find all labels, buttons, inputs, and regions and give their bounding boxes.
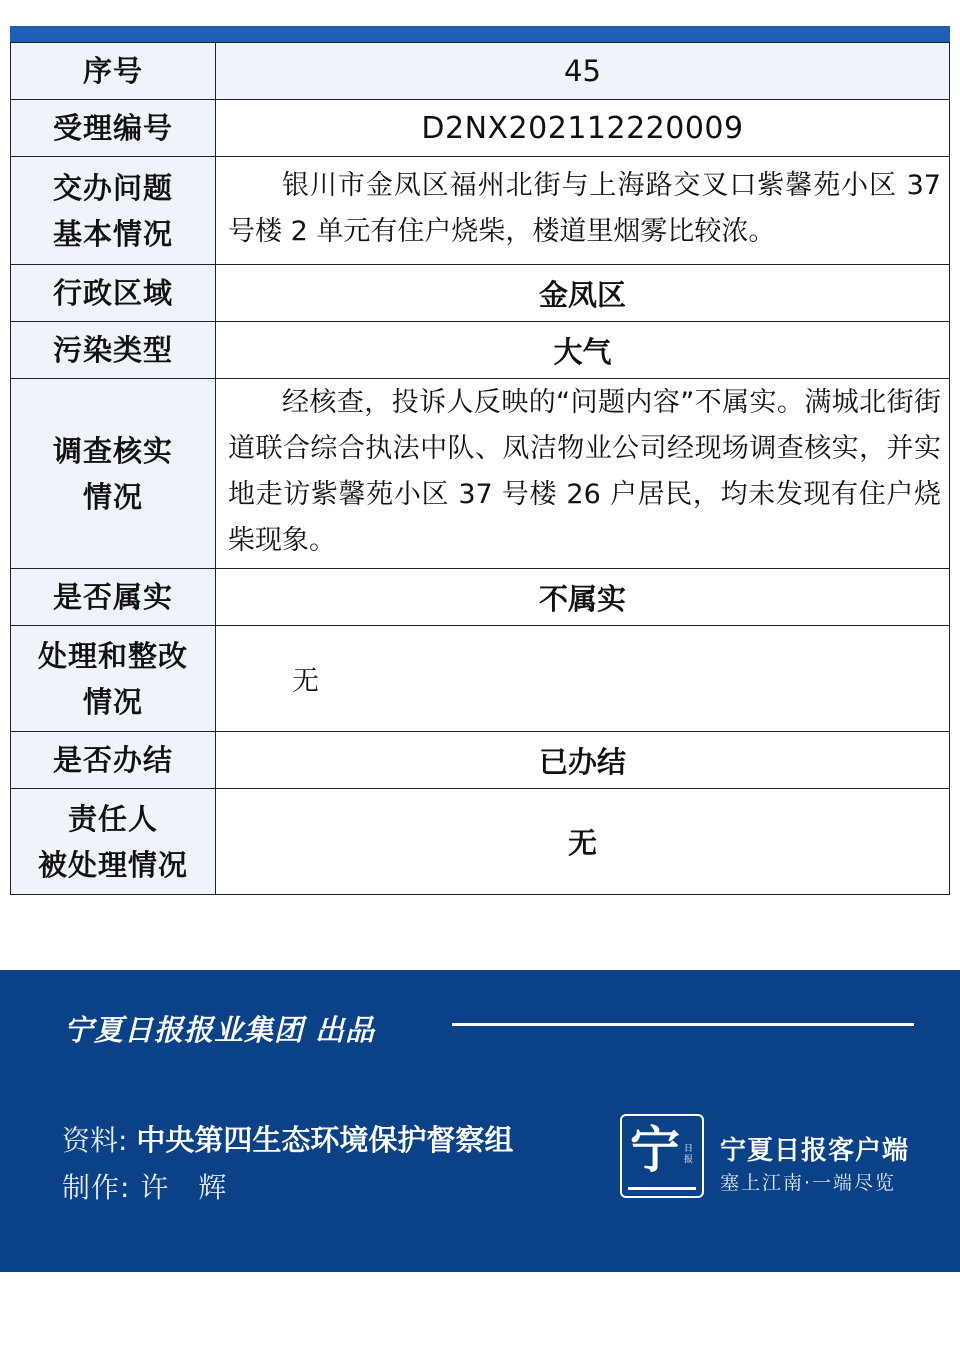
table-row-verified [11, 569, 950, 626]
logo-small-text: 日报 [684, 1144, 694, 1165]
app-logo-icon [620, 1114, 704, 1198]
source-credit [62, 1118, 513, 1159]
handling-value: 无 [216, 626, 950, 732]
handling-label [11, 626, 216, 732]
code-value: D2NX202112220009 [216, 100, 950, 157]
source-key: 资料: [62, 1124, 128, 1157]
publisher-text: 宁夏日报报业集团 出品 [64, 1013, 376, 1047]
investigation-label [11, 379, 216, 569]
code-label: 受理编号 [11, 100, 216, 157]
footer-banner [0, 970, 960, 1272]
table-row-handling [11, 626, 950, 732]
maker-key: 制作: [62, 1171, 131, 1204]
responsible-label [11, 789, 216, 895]
table-row-closed [11, 732, 950, 789]
problem-label [11, 157, 216, 265]
pollution-value: 大气 [216, 322, 950, 379]
verified-label: 是否属实 [11, 569, 216, 626]
table-row-seq [11, 43, 950, 100]
top-accent-bar [10, 26, 950, 42]
closed-value: 已办结 [216, 732, 950, 789]
closed-label: 是否办结 [11, 732, 216, 789]
district-label: 行政区域 [11, 265, 216, 322]
investigation-value: 经核查，投诉人反映的“问题内容”不属实。满城北街街道联合综合执法中队、凤洁物业公司经现场调查核实，并实地走访紫馨苑小区 37 号楼 26 户居民，均未发现有住户烧柴现象。 [216, 379, 950, 569]
logo-glyph: 宁 [630, 1120, 680, 1179]
seq-value: 45 [216, 43, 950, 100]
district-value: 金凤区 [216, 265, 950, 322]
source-value: 中央第四生态环境保护督察组 [136, 1123, 514, 1157]
table-row-responsible [11, 789, 950, 895]
publisher-divider [452, 1023, 914, 1026]
problem-label-line1: 交办问题 [52, 170, 173, 205]
table-row-code [11, 100, 950, 157]
table-row-investigation [11, 379, 950, 569]
investigation-label-line1: 调查核实 [52, 433, 173, 468]
table-row-problem [11, 157, 950, 265]
case-record-table [10, 42, 950, 895]
seq-label: 序号 [11, 43, 216, 100]
handling-label-line1: 处理和整改 [37, 638, 188, 673]
handling-label-line2: 情况 [82, 684, 143, 719]
brand-slogan: 塞上江南·一端尽览 [720, 1172, 897, 1194]
responsible-label-line1: 责任人 [67, 801, 158, 836]
problem-value: 银川市金凤区福州北街与上海路交叉口紫馨苑小区 37 号楼 2 单元有住户烧柴，楼道里烟雾比较浓。 [216, 157, 950, 265]
investigation-label-line2: 情况 [82, 479, 143, 514]
maker-value: 许 辉 [140, 1171, 228, 1204]
logo-base-line [628, 1187, 696, 1190]
responsible-value: 无 [216, 789, 950, 895]
table-row-district [11, 265, 950, 322]
verified-value: 不属实 [216, 569, 950, 626]
pollution-label: 污染类型 [11, 322, 216, 379]
table-row-pollution [11, 322, 950, 379]
problem-label-line2: 基本情况 [52, 216, 173, 251]
maker-credit [62, 1166, 227, 1206]
responsible-label-line2: 被处理情况 [37, 847, 188, 882]
brand-name: 宁夏日报客户端 [720, 1136, 910, 1166]
